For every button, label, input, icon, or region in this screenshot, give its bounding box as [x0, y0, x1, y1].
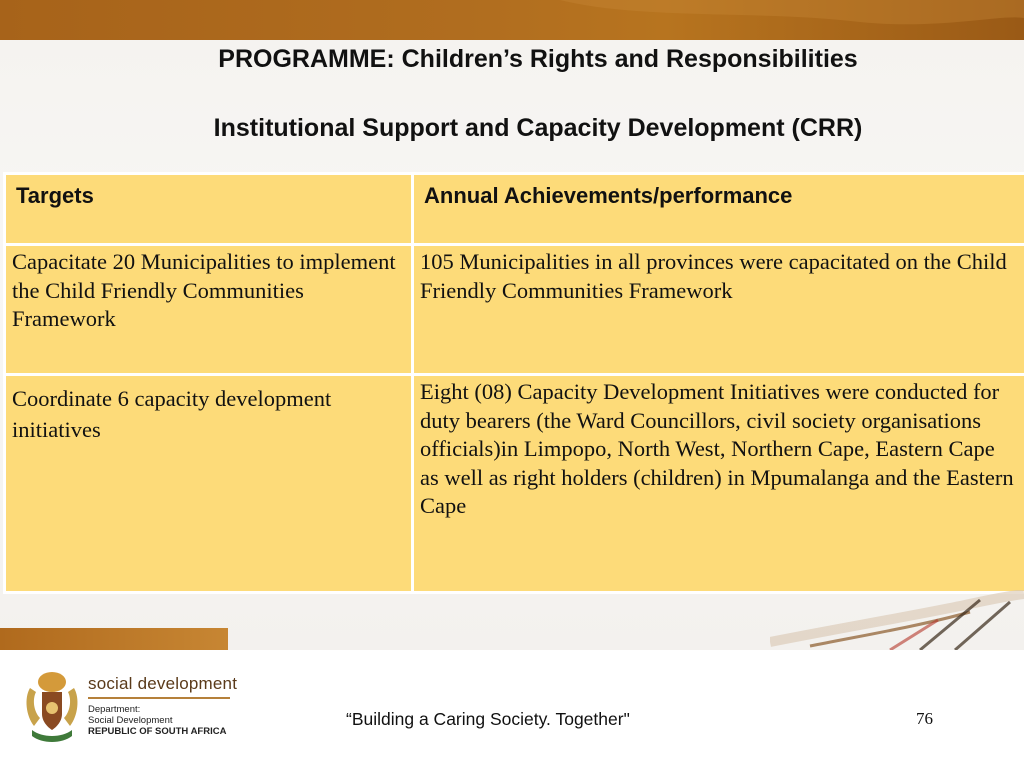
column-header-targets: Targets [6, 175, 411, 243]
decorative-bar [0, 628, 228, 650]
slogan: “Building a Caring Society. Together" [346, 709, 630, 729]
department-block [88, 704, 226, 737]
targets-table [3, 172, 1024, 594]
table-cell-achievement [414, 376, 1024, 591]
target-text: Capacitate 20 Municipalities to implement the Child Friendly Communities Framework [12, 249, 396, 331]
target-text: Coordinate 6 capacity development initiatives [12, 386, 332, 442]
coat-of-arms-logo [22, 668, 82, 744]
page-title: PROGRAMME: Children’s Rights and Responsibilities [218, 45, 858, 73]
table-cell-target [6, 246, 411, 373]
department-name: Social Development [88, 715, 173, 726]
column-header-achievements: Annual Achievements/performance [414, 175, 1024, 243]
brand-divider [88, 697, 230, 699]
department-label: Department: [88, 704, 141, 715]
country-name: REPUBLIC OF SOUTH AFRICA [88, 726, 227, 737]
brand-name: social development [88, 674, 238, 693]
page-number: 76 [916, 709, 933, 728]
achievement-text: 105 Municipalities in all provinces were capacitated on the Child Friendly Communities Framework [420, 249, 1007, 303]
achievement-text: Eight (08) Capacity Development Initiatives were conducted for duty bearers (the Ward Councillors, civil society organisations officials)in Limpopo, North West, Northern Cape, Eastern Cape as well as right holders (children) in Mpumalanga and the Eastern Cape [420, 379, 1014, 518]
page-subtitle: Institutional Support and Capacity Development (CRR) [213, 114, 863, 142]
table-cell-target [6, 376, 411, 591]
table-cell-achievement [414, 246, 1024, 373]
beadwork-decoration [770, 590, 1024, 650]
